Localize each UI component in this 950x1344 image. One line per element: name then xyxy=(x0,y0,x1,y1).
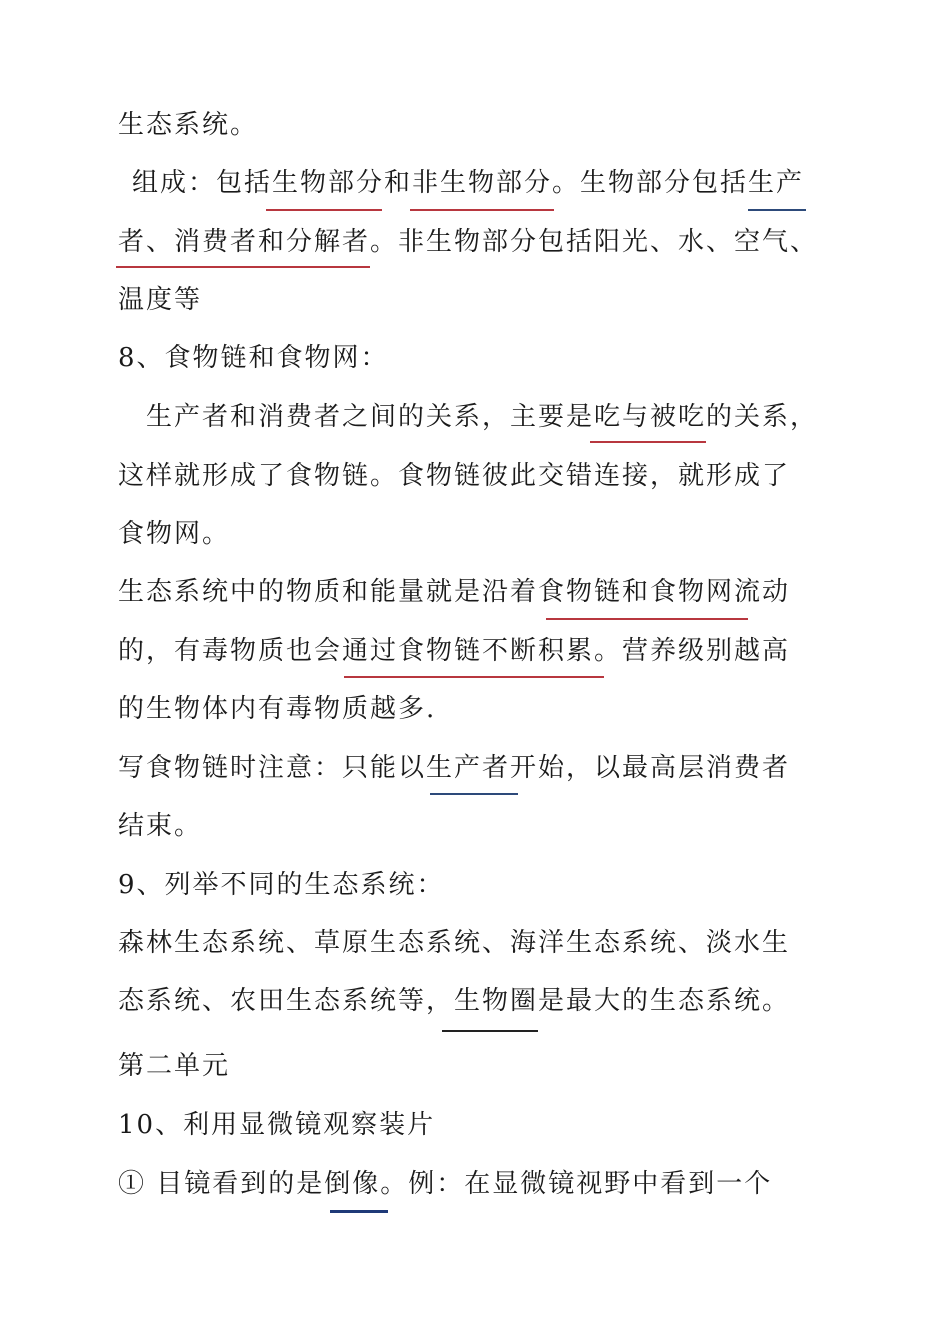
text-line: 态系统、农田生态系统等，生物圈是最大的生态系统。 xyxy=(118,986,791,1016)
underline xyxy=(590,441,706,443)
text-line: 生态系统中的物质和能量就是沿着食物链和食物网流动 xyxy=(118,577,791,607)
underline xyxy=(344,676,604,678)
underline xyxy=(442,1030,538,1032)
underline xyxy=(330,1210,388,1213)
section-heading: 9、列举不同的生态系统： xyxy=(118,870,445,900)
underline xyxy=(430,793,518,795)
underline xyxy=(266,209,382,211)
text-line: 生态系统。 xyxy=(118,110,259,140)
text-line: 这样就形成了食物链。食物链彼此交错连接，就形成了 xyxy=(118,461,791,491)
text-line: 温度等 xyxy=(118,285,203,315)
underline xyxy=(410,209,554,211)
text-line: 的生物体内有毒物质越多. xyxy=(118,694,437,724)
unit-heading: 第二单元 xyxy=(118,1051,231,1081)
underline xyxy=(748,209,806,211)
text-line: 组成：包括生物部分和非生物部分。生物部分包括生产 xyxy=(132,168,805,198)
underline xyxy=(116,266,370,268)
text-line: 者、消费者和分解者。非生物部分包括阳光、水、空气、 xyxy=(118,227,819,257)
section-heading: 8、食物链和食物网： xyxy=(118,343,389,373)
text-line: 森林生态系统、草原生态系统、海洋生态系统、淡水生 xyxy=(118,928,791,958)
text-line: 食物网。 xyxy=(118,519,231,549)
list-item: ① 目镜看到的是倒像。例：在显微镜视野中看到一个 xyxy=(118,1169,773,1199)
text-line: 生产者和消费者之间的关系，主要是吃与被吃的关系， xyxy=(146,402,819,432)
section-heading: 10、利用显微镜观察装片 xyxy=(118,1110,436,1140)
underline xyxy=(546,618,748,620)
text-line: 的，有毒物质也会通过食物链不断积累。营养级别越高 xyxy=(118,636,791,666)
text-line: 写食物链时注意：只能以生产者开始，以最高层消费者 xyxy=(118,753,791,783)
text-line: 结束。 xyxy=(118,811,203,841)
